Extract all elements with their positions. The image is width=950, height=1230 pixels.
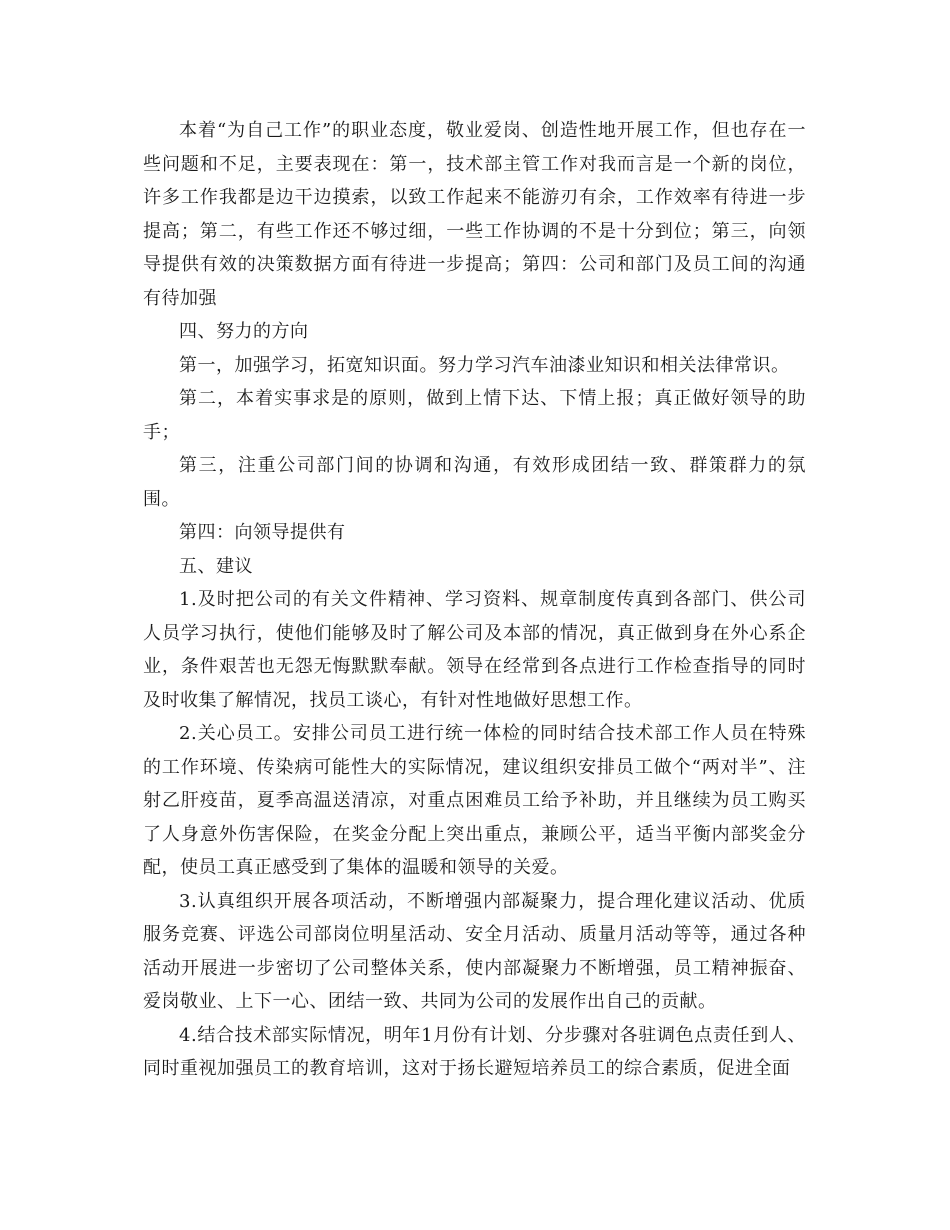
paragraph-suggestion-1: 1.及时把公司的有关文件精神、学习资料、规章制度传真到各部门、供公司人员学习执行，使他们能够及时了解公司及本部的情况，真正做到身在外心系企业，条件艰苦也无怨无悔默默奉献。领导在经常到各点进行工作检查指导的同时及时收集了解情况，找员工谈心，有针对性地做好思想工作。 — [143, 589, 806, 711]
paragraph-direction-3: 第三，注重公司部门间的协调和沟通，有效形成团结一致、群策群力的氛围。 — [143, 455, 806, 510]
paragraph-suggestion-2: 2.关心员工。安排公司员工进行统一体检的同时结合技术部工作人员在特殊的工作环境、传染病可能性大的实际情况，建议组织安排员工做个“两对半”、注射乙肝疫苗，夏季高温送清凉，对重点困难员工给予补助，并且继续为员工购买了人身意外伤害保险，在奖金分配上突出重点，兼顾公平，适当平衡内部奖金分配，使员工真正感受到了集体的温暖和领导的关爱。 — [143, 723, 806, 878]
paragraph-problems: 本着“为自己工作”的职业态度，敬业爱岗、创造性地开展工作，但也存在一些问题和不足，主要表现在：第一，技术部主管工作对我而言是一个新的岗位，许多工作我都是边干边摸索，以致工作起来不能游刃有余，工作效率有待进一步提高；第二，有些工作还不够过细，一些工作协调的不是十分到位；第三，向领导提供有效的决策数据方面有待进一步提高；第四：公司和部门及员工间的沟通有待加强 — [143, 120, 806, 309]
paragraph-suggestion-4: 4.结合技术部实际情况，明年1月份有计划、分步骤对各驻调色点责任到人、同时重视加强员工的教育培训，这对于扬长避短培养员工的综合素质，促进全面 — [143, 1024, 806, 1079]
paragraph-suggestion-3: 3.认真组织开展各项活动，不断增强内部凝聚力，提合理化建议活动、优质服务竞赛、评选公司部岗位明星活动、安全月活动、质量月活动等等，通过各种活动开展进一步密切了公司整体关系，使内部凝聚力不断增强，员工精神振奋、爱岗敬业、上下一心、团结一致、共同为公司的发展作出自己的贡献。 — [143, 890, 806, 1012]
paragraph-direction-1: 第一，加强学习，拓宽知识面。努力学习汽车油漆业知识和相关法律常识。 — [179, 354, 790, 376]
section-heading-direction: 四、努力的方向 — [179, 321, 309, 342]
paragraph-direction-2: 第二，本着实事求是的原则，做到上情下达、下情上报；真正做好领导的助手； — [143, 388, 806, 443]
paragraph-direction-4: 第四：向领导提供有 — [179, 522, 346, 543]
document-body — [143, 114, 806, 1086]
section-heading-suggestions: 五、建议 — [179, 555, 253, 577]
